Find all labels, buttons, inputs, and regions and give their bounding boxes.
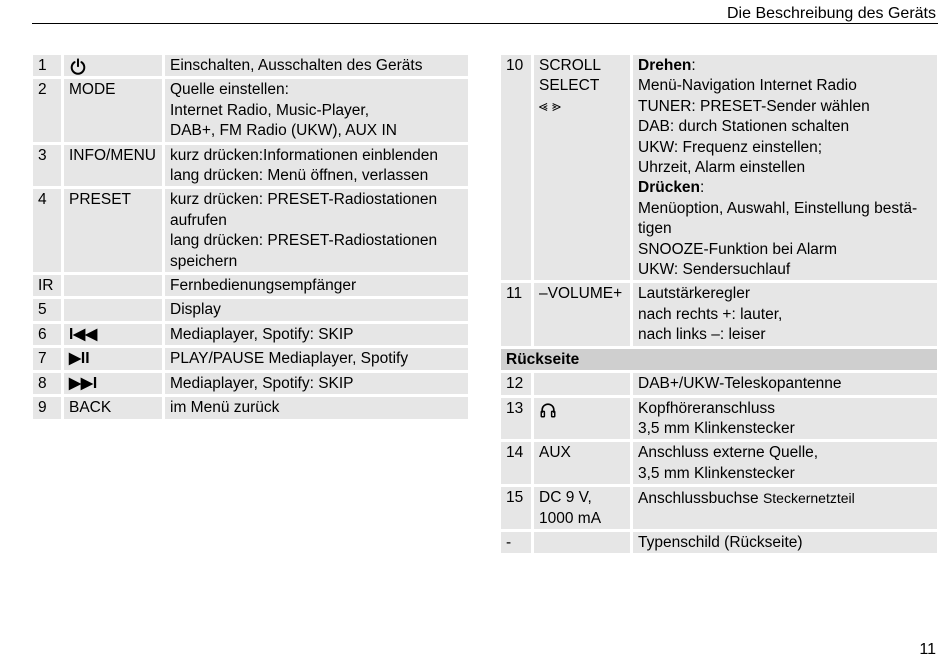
table-row — [33, 299, 468, 320]
row-description: Mediaplayer, Spotify: SKIP — [165, 324, 468, 345]
row-name: MODE — [64, 79, 162, 141]
table-row — [33, 275, 468, 296]
row-description: Drehen: Menü-Navigation Internet Radio TUNER: PRESET-Sender wählen DAB: durch Stationen schalten UKW: Frequenz einstellen; Uhrzeit, Alarm einstellen Drücken: Menüoption, Auswahl, Einstellung bestä- tigen SNOOZE-Funktion bei Alarm UKW: Sendersuchlauf — [633, 55, 937, 280]
table-row — [501, 487, 937, 529]
row-description: Lautstärkeregler nach rechts +: lauter, nach links –: leiser — [633, 283, 937, 345]
row-name: SCROLL SELECT ⪡ ⪢ — [534, 55, 630, 280]
scroll-arrows-icon: ⪡ ⪢ — [539, 97, 561, 115]
row-number: 15 — [501, 487, 531, 529]
row-number: 8 — [33, 373, 61, 394]
table-row — [33, 189, 468, 272]
row-number: - — [501, 532, 531, 553]
table-row — [33, 145, 468, 187]
row-name: DC 9 V, 1000 mA — [534, 487, 630, 529]
table-row — [33, 79, 468, 141]
section-title: Rückseite — [501, 349, 937, 370]
play-pause-icon: ▶II — [64, 348, 162, 369]
row-description: im Menü zurück — [165, 397, 468, 418]
row-name — [64, 275, 162, 296]
page-number: 11 — [919, 641, 936, 658]
row-name: –VOLUME+ — [534, 283, 630, 345]
row-description: Mediaplayer, Spotify: SKIP — [165, 373, 468, 394]
row-name — [534, 532, 630, 553]
row-description: Einschalten, Ausschalten des Geräts — [165, 55, 468, 76]
row-number: 12 — [501, 373, 531, 394]
row-name — [534, 373, 630, 394]
row-name — [64, 299, 162, 320]
headphones-icon — [539, 401, 557, 419]
skip-forward-icon: ▶▶I — [64, 373, 162, 394]
row-description: Anschluss externe Quelle, 3,5 mm Klinkenstecker — [633, 442, 937, 484]
row-number: 3 — [33, 145, 61, 187]
row-name: BACK — [64, 397, 162, 418]
row-number: 2 — [33, 79, 61, 141]
table-row — [501, 373, 937, 394]
row-description: Typenschild (Rückseite) — [633, 532, 937, 553]
row-description: Fernbedienungsempfänger — [165, 275, 468, 296]
row-number: 10 — [501, 55, 531, 280]
row-number: 13 — [501, 398, 531, 440]
header-divider — [32, 23, 938, 24]
row-name: INFO/MENU — [64, 145, 162, 187]
row-description: Quelle einstellen: Internet Radio, Music-Player, DAB+, FM Radio (UKW), AUX IN — [165, 79, 468, 141]
row-number: 1 — [33, 55, 61, 76]
table-row — [33, 55, 468, 76]
row-description: PLAY/PAUSE Mediaplayer, Spotify — [165, 348, 468, 369]
power-icon — [69, 58, 87, 76]
table-row — [33, 324, 468, 345]
controls-table-front — [30, 52, 471, 422]
table-row — [501, 283, 937, 345]
table-row — [501, 398, 937, 440]
row-description: kurz drücken:Informationen einblenden lang drücken: Menü öffnen, verlassen — [165, 145, 468, 187]
row-number: 7 — [33, 348, 61, 369]
row-description: kurz drücken: PRESET-Radiostationen aufrufen lang drücken: PRESET-Radiostationen speichern — [165, 189, 468, 272]
row-number: 9 — [33, 397, 61, 418]
row-description: Display — [165, 299, 468, 320]
row-number: 14 — [501, 442, 531, 484]
skip-back-icon: I◀◀ — [64, 324, 162, 345]
row-symbol — [64, 55, 162, 76]
row-name: PRESET — [64, 189, 162, 272]
table-row — [33, 373, 468, 394]
table-row — [501, 442, 937, 484]
table-row — [33, 397, 468, 418]
row-number: 6 — [33, 324, 61, 345]
row-description: Kopfhöreranschluss 3,5 mm Klinkenstecker — [633, 398, 937, 440]
row-number: 11 — [501, 283, 531, 345]
row-description: Anschlussbuchse Steckernetzteil — [633, 487, 937, 529]
row-number: 5 — [33, 299, 61, 320]
section-header-row — [501, 349, 937, 370]
row-number: 4 — [33, 189, 61, 272]
header-title: Die Beschreibung des Geräts — [727, 5, 936, 22]
controls-table-top-back — [498, 52, 940, 556]
row-number: IR — [33, 275, 61, 296]
table-row — [501, 55, 937, 280]
row-symbol — [534, 398, 630, 440]
row-description: DAB+/UKW-Teleskopantenne — [633, 373, 937, 394]
table-row — [501, 532, 937, 553]
table-row — [33, 348, 468, 369]
row-name: AUX — [534, 442, 630, 484]
